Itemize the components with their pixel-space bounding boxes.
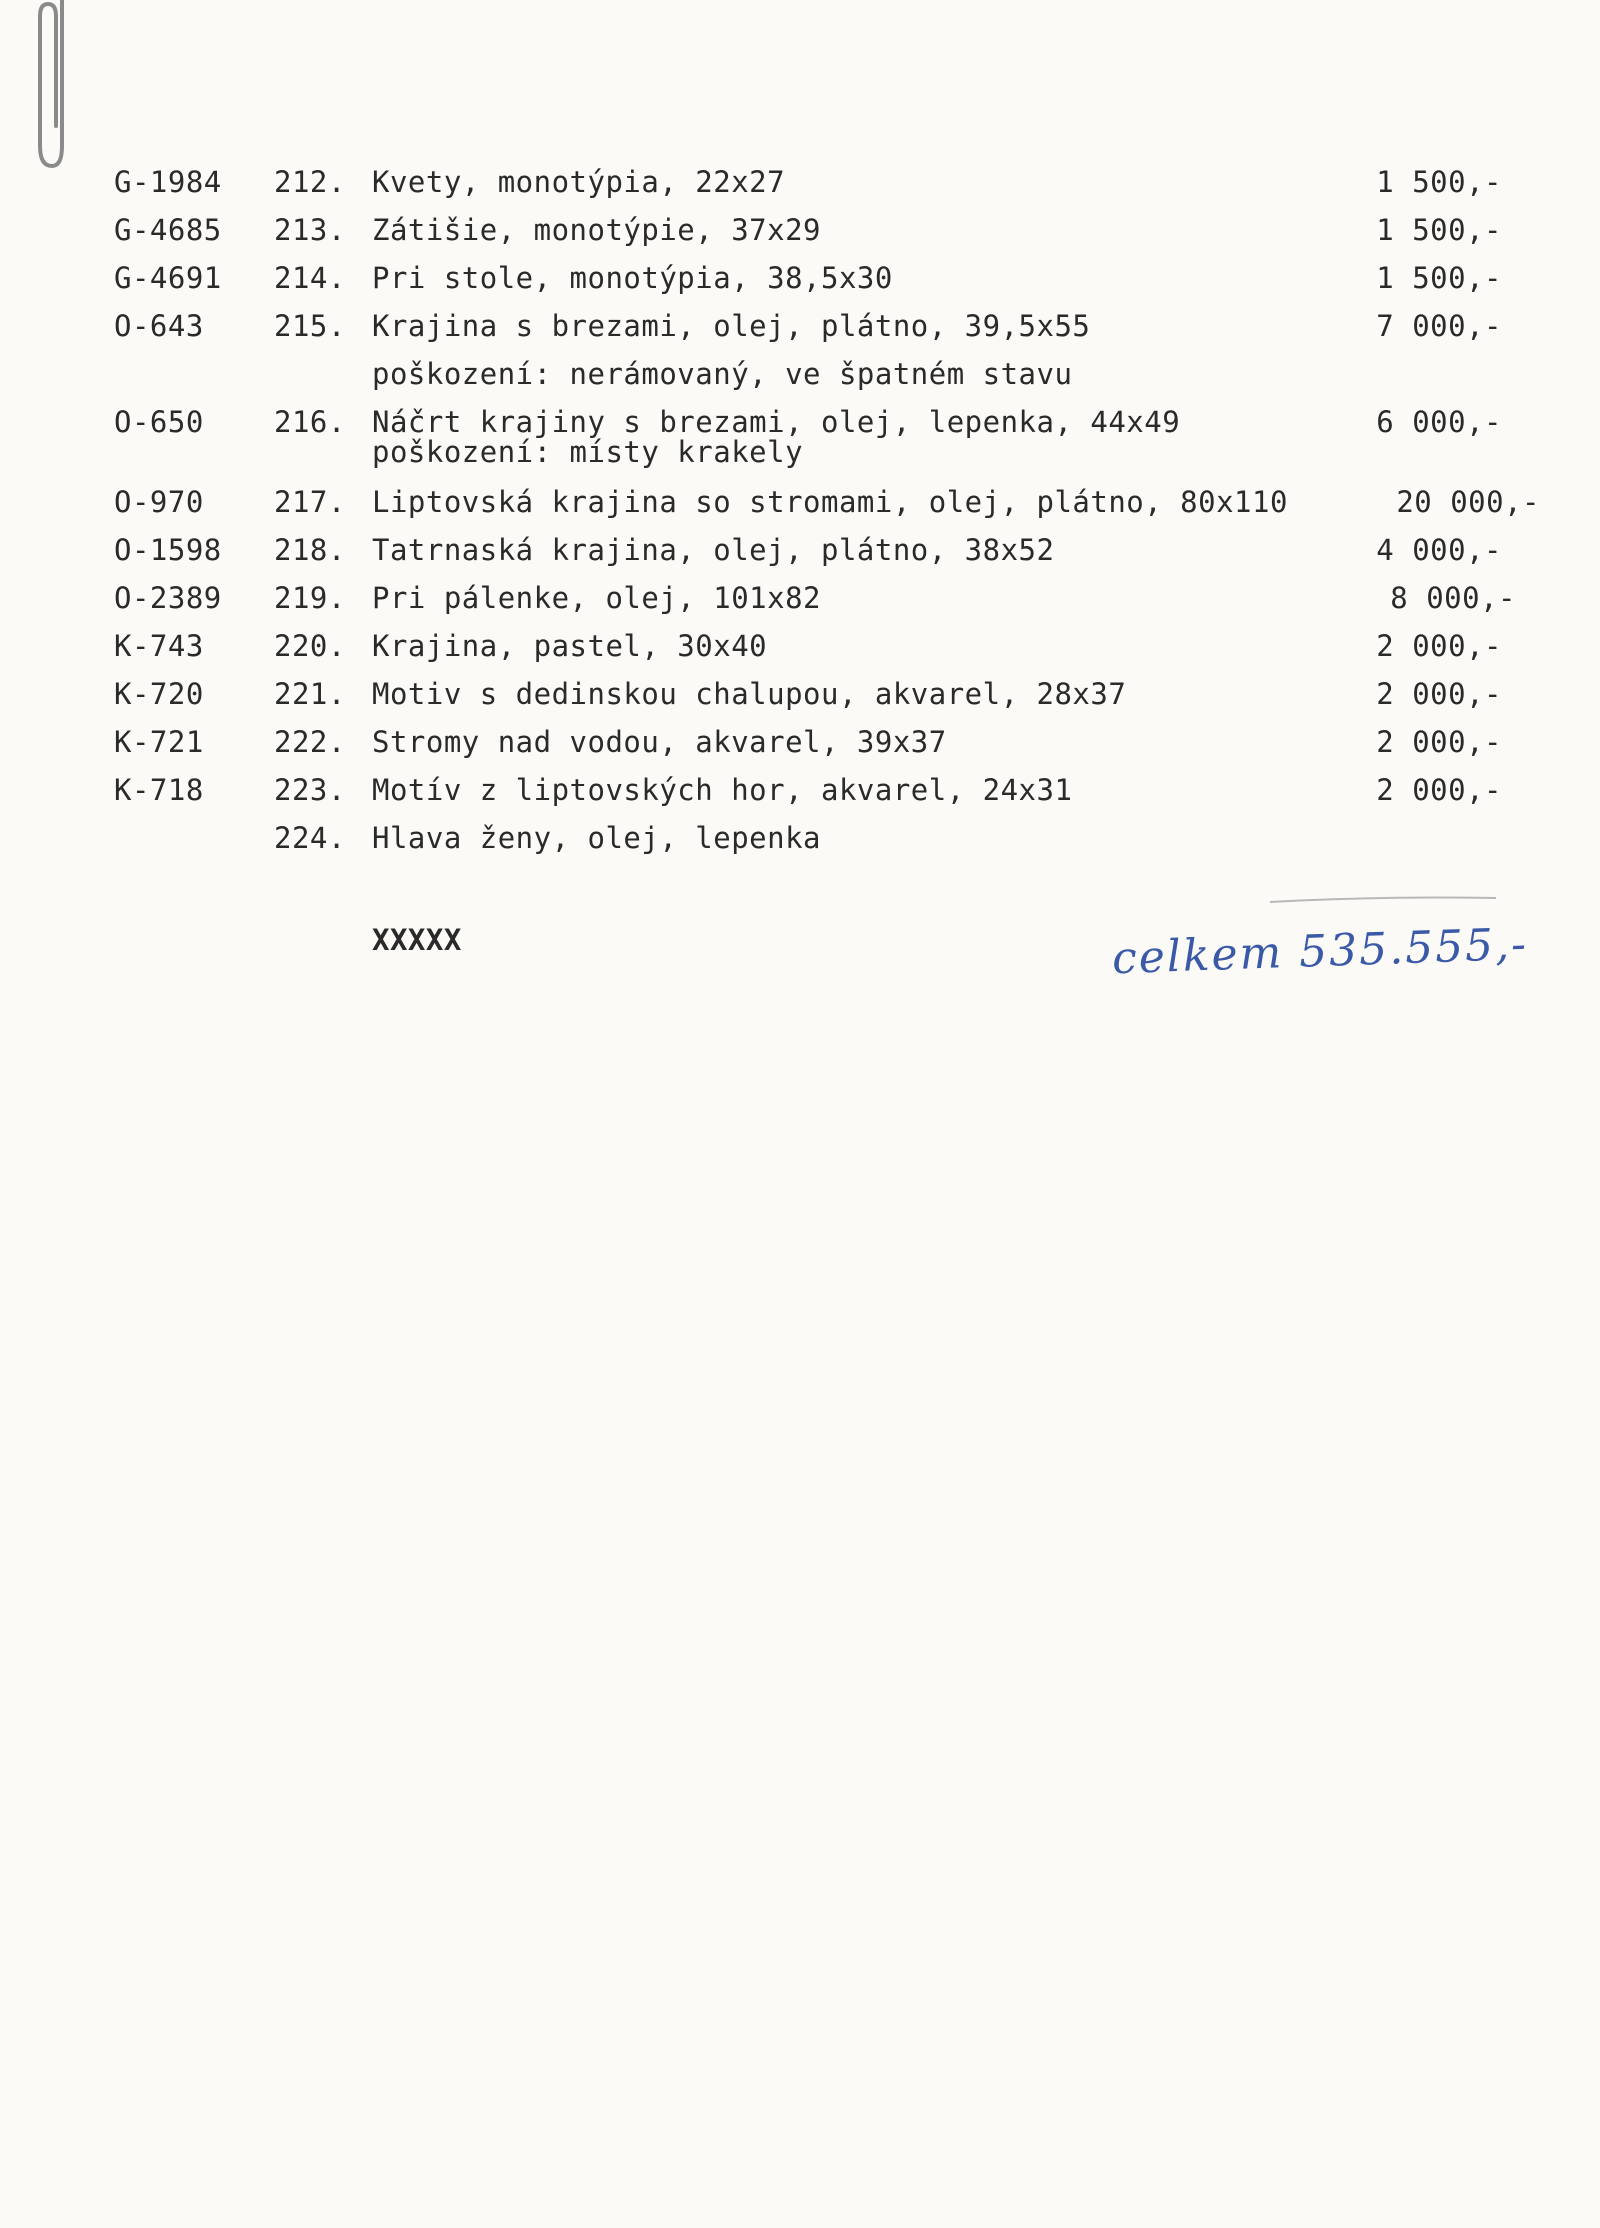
list-item <box>0 212 1600 248</box>
item-number: 223. <box>274 773 346 807</box>
item-price: 8 000,- <box>1390 581 1516 615</box>
item-description: Krajina s brezami, olej, plátno, 39,5x55 <box>372 309 1091 343</box>
inventory-number: O-643 <box>114 309 204 343</box>
item-number: 214. <box>274 261 346 295</box>
list-item <box>0 164 1600 200</box>
list-item <box>0 532 1600 568</box>
item-price: 2 000,- <box>1376 677 1502 711</box>
inventory-number: O-970 <box>114 485 204 519</box>
inventory-number: K-718 <box>114 773 204 807</box>
inventory-number: O-2389 <box>114 581 222 615</box>
inventory-number: G-1984 <box>114 165 222 199</box>
list-item <box>0 260 1600 296</box>
list-item <box>0 628 1600 664</box>
damage-note: poškození: nerámovaný, ve špatném stavu <box>372 357 1073 391</box>
item-price: 20 000,- <box>1396 485 1540 519</box>
item-number: 221. <box>274 677 346 711</box>
inventory-number: O-650 <box>114 405 204 439</box>
item-number: 220. <box>274 629 346 663</box>
item-description: Pri stole, monotýpia, 38,5x30 <box>372 261 893 295</box>
item-price: 7 000,- <box>1376 309 1502 343</box>
item-number: 222. <box>274 725 346 759</box>
item-price: 1 500,- <box>1376 261 1502 295</box>
item-number: 218. <box>274 533 346 567</box>
item-description: Pri pálenke, olej, 101x82 <box>372 581 821 615</box>
list-item <box>0 820 1600 856</box>
item-description: Motiv s dedinskou chalupou, akvarel, 28x37 <box>372 677 1127 711</box>
list-item <box>0 308 1600 391</box>
item-number: 224. <box>274 821 346 855</box>
inventory-number: O-1598 <box>114 533 222 567</box>
item-description: Krajina, pastel, 30x40 <box>372 629 768 663</box>
item-number: 216. <box>274 405 346 439</box>
item-description: Motív z liptovských hor, akvarel, 24x31 <box>372 773 1073 807</box>
list-item <box>0 676 1600 712</box>
end-mark: XXXXX <box>372 923 462 957</box>
item-price: 1 500,- <box>1376 165 1502 199</box>
inventory-number: K-743 <box>114 629 204 663</box>
paperclip-icon <box>22 0 82 176</box>
list-item <box>0 484 1600 520</box>
list-item <box>0 580 1600 616</box>
item-price: 6 000,- <box>1376 405 1502 439</box>
inventory-number: K-721 <box>114 725 204 759</box>
item-number: 215. <box>274 309 346 343</box>
list-item <box>0 772 1600 808</box>
item-description: Hlava ženy, olej, lepenka <box>372 821 821 855</box>
damage-note: poškození: místy krakely <box>372 435 804 469</box>
item-description: Náčrt krajiny s brezami, olej, lepenka, 44x49 <box>372 405 1181 439</box>
item-price: 2 000,- <box>1376 725 1502 759</box>
item-description: Zátišie, monotýpie, 37x29 <box>372 213 821 247</box>
list-item <box>0 404 1600 469</box>
item-number: 212. <box>274 165 346 199</box>
inventory-number: G-4691 <box>114 261 222 295</box>
list-item <box>0 724 1600 760</box>
inventory-number: G-4685 <box>114 213 222 247</box>
item-description: Stromy nad vodou, akvarel, 39x37 <box>372 725 947 759</box>
item-price: 4 000,- <box>1376 533 1502 567</box>
item-price: 1 500,- <box>1376 213 1502 247</box>
item-price: 2 000,- <box>1376 629 1502 663</box>
handwritten-total: celkem 535.555,- <box>1111 918 1529 985</box>
item-price: 2 000,- <box>1376 773 1502 807</box>
item-number: 219. <box>274 581 346 615</box>
item-number: 213. <box>274 213 346 247</box>
item-number: 217. <box>274 485 346 519</box>
pencil-stroke <box>1268 894 1498 904</box>
item-description: Kvety, monotýpia, 22x27 <box>372 165 786 199</box>
item-description: Liptovská krajina so stromami, olej, plátno, 80x110 <box>372 485 1288 519</box>
item-description: Tatrnaská krajina, olej, plátno, 38x52 <box>372 533 1055 567</box>
inventory-number: K-720 <box>114 677 204 711</box>
